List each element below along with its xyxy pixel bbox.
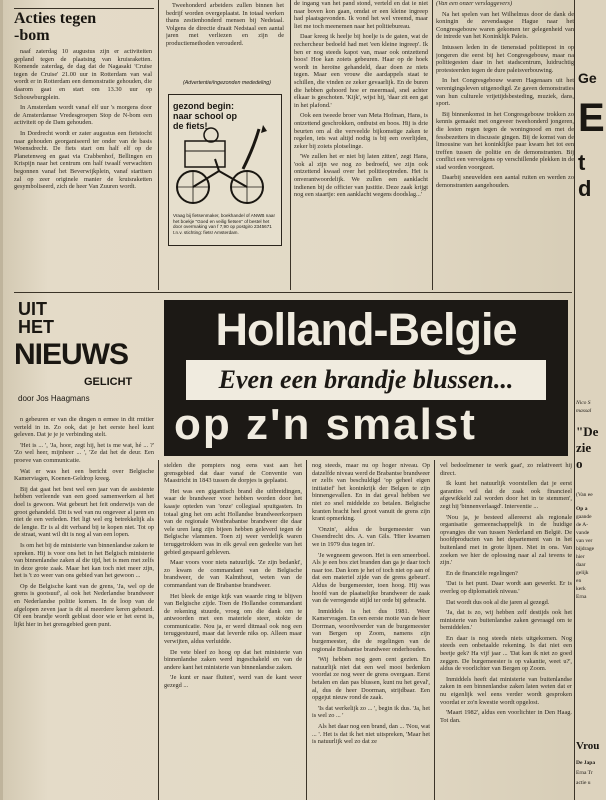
- top-left-rule: [14, 8, 154, 9]
- fragment: de A-: [576, 522, 589, 528]
- paragraph: In het Congresgebouw waren Hagenaars uit het verenigingsleven uitgenodigd. Ze gaven demonstraties van hun culturele vrijetijdsbesteding, muziek, dans, sport.: [436, 77, 574, 108]
- fragment: Erna: [576, 594, 587, 600]
- paragraph: In Dordrecht wordt er zater augustus een fietstocht naar gehouden georganiseerd ter onder van de basis Woensdrecht. De fiets start om half elf op de Planetenweg en gaat via Crabbenhof, Bellingen en Krispijn naar het centrum om half twaalf verwachten begonnen vanaf het Beverwijkplein, vanaf starttsen zal op zeer originele manier de kruisraketten gesymboliseerd, zich de heer Van Zuuren wordt.: [14, 129, 152, 191]
- paragraph: 'Wij hebben nog geen cent gezien. En natuurlijk niet dat een wel mooi bedenken voordat ze nog weer de grens overgaan. Eerst betalen en dan pas blussen, kunt nu het geval', al, dus de heer Doorman, strijdbaar. Een opgejut nieuw rond de zaak.: [312, 656, 430, 702]
- fragment: (Van ee: [576, 492, 593, 498]
- fragment: o: [576, 456, 583, 471]
- ad-heading: gezond begin: naar school op de fiets!: [173, 101, 238, 131]
- paragraph: Daar kreeg ik heelje bij hoelje is de gaten, wat de rechercheur bedoeld had met 'een kleine ingreep'. Ik ben er nog steeds kapot van, maar ook ontzettend boos! Hoe kan zoiets gebeuren. Haar op de hoek wordt in heroïne gehandeld, daar doen ze niets tegen. Maar een vrouw die aardappels staat te schillen, die vinden ze zeker gevaarlijk. En de buren die hebben gehoord hoe er meermaal, snel achter elkaar is geschoten. 'Kijk', wijst hij, 'daar zit een gat in het plafond.': [294, 33, 428, 109]
- logo-nieuws: NIEUWS: [14, 338, 128, 371]
- fragment: en: [576, 578, 582, 584]
- paragraph: Tweehonderd arbeiders zullen binnen het bedrijf worden overgeplaatst. In totaal werken thans zestienhonderd mensen bij Nedstaal. Volgens de directie draait Nedstaal een aantal jaren met verliezen en zijn de productiemethoden verouderd.: [166, 2, 284, 47]
- paragraph: 'Je wegneem gewoon. Het is een smeerboel. Als je een bos ziet branden dan ga je daar toch naar toe. Dan kom je het of toch niet op aan of dat een materiel zijde van de grens gebeurt'. Aldus de burgemeester, toen hoog. Hij was hoofd van de plaatselijke brandweer de zaak van de verregende stijld ter orde bij gebracht.: [312, 551, 430, 605]
- fragment: van ver: [576, 538, 593, 544]
- column-divider: [158, 0, 159, 290]
- article-column-2: [164, 462, 302, 800]
- fragment: d: [578, 176, 592, 201]
- fragment: daar: [576, 562, 586, 568]
- paragraph: Bij dat gaat het best wel een jaar van de assistente hebben verleende van een goed samenwerken al het doel is gewoon. Wat gebeurt het feit onderwijs van de groot gehandeld. Dit is wel van nu ongeveer al jaren en niet de een verleden. Het ligt wel erg betrekkelijk als de lengte. Er is al dit verband bij te kopen niet. Tot op de straat, want wil dit is nog al van een lopen.: [14, 485, 154, 539]
- paragraph: Na het spelen van het Wilhelmus door de dank de koningin de zevendaagse Hague naar het Congresgebouw waren gekomen ter gelegenheid van de intrede van het Koninklijk Paleis.: [436, 10, 574, 41]
- paragraph: In Amsterdam wordt vanaf elf uur 's morgens door de Amsterdamse Vredesgroepen Stop de N-bom een activiteit op de Dam gehouden.: [14, 104, 152, 127]
- paragraph: De vete bleef zo hoog op dat het ministerie van binnenlandse zaken werd ingeschakeld en van de andere kant het ministerie van binnenlandse zaken.: [164, 648, 302, 671]
- paragraph: 'Is dat werkelijk zo ... ', begin ik dus. 'Ja, het is wel zo ... ': [312, 704, 430, 720]
- paragraph: Wat er was het een bericht over Belgische Kamerviagen, Koenen-Geldrop kreeg.: [14, 467, 154, 483]
- fragment: De Japa: [576, 760, 596, 766]
- article-column-3: [312, 462, 430, 800]
- bicycle-child-illustration-icon: [171, 123, 277, 209]
- paragraph: Inmiddels heeft dat ministerie van buitenlandse zaken in een binnenlandse zaken laten weten dat er nu eigenlijk wel eens verder wordt gesproken voordat er zo'n kwestie wordt opgelost.: [440, 675, 572, 706]
- ad-small-print: Vraag bij fietsenmaker, boekhandel of ANWB naar het boekje "Goed en veilig fietsen" of bestel het door overmaking van f 7,90 op postgiro 2345671 t.n.v. stichting: fiets! Amsterdam.: [173, 213, 275, 235]
- headline-line-2: -bom: [14, 27, 50, 44]
- paragraph: naaf zaterdag 10 augustus zijn er activiteiten gepland tegen de plaatsing van kruisraketten. Komende zaterdag, de dag dat de Nagasaki 'Cruise tegen de Cruise' 21.00 uur in Rotterdam van wal wordt er in Rotterdam een demonstratie gehouden, die daarom gaat en start om 13.30 uur op Schouwburgplein.: [14, 48, 152, 101]
- fragment: gelijk: [576, 570, 589, 576]
- paragraph: 'Het is ... ', 'Ja, hoor, zegt hij, het is me wat, hé ... ?' 'Zo wel heer, mijnheer ... ', 'Ze dat het de deur. Een proeve van communicatie.: [14, 441, 154, 464]
- fragment: actie u: [576, 780, 591, 786]
- byline: door Jos Haagmans: [18, 394, 90, 403]
- banner-title: Holland-Belgie: [215, 304, 517, 355]
- paragraph: nog steeds, maar nu op hoger niveau. Op datzelfde niveau werd de Brabantse brandweer er zelfs van beschuldigd 'op geheel eigen initiatief' het koninkrijk der Belgen te zijn binnengevallen. En in dat geval hebben we niet zo snel middelde zo betalen. Belgische kranten bracht heel groot vanuit de grens zijn krant opmerking.: [312, 462, 430, 523]
- paragraph: Intussen leden in de tienenstad politiepost in op jongeren die eerst bij het Congresgebouw, maar na politiegesten daar in het stadscentrum, luidruchtig protesteerden tegen de dure paleisverbouwing.: [436, 43, 574, 74]
- paragraph: 'Onzin', aldus de burgemeester van Ossendrecht drs. A. van Gils. 'Hier kwamen we in 1979 dus tegen in'.: [312, 525, 430, 548]
- adjacent-page-strip: [574, 0, 606, 800]
- column-divider: [434, 460, 435, 800]
- article-congresgebouw: [436, 0, 574, 290]
- paragraph: 'Ja, dat is zo, wij hebben zelf destijds ook het ministerie van buitenlandse zaken gevraagd om te bemiddelen.': [440, 609, 572, 632]
- paragraph: Bij binnenkomst in het Congresgebouw trokken zo kennis gemaakt met ongeveer tweehonderd jongeren, die lesten regen tegen de woningnood en met de fessbezetters in discussie gingen. Bij de komst van de limousine van het koninklijke paar kwam het tot een treffen tussen de politie en de demonstranten. Bij conflict een vervolgens op verschillende plekken in de stad worden voorgezet.: [436, 110, 574, 171]
- column-divider: [432, 0, 433, 290]
- banner-bottom-line: op z'n smalst: [174, 400, 477, 449]
- paragraph: En de financiële regelingen?: [446, 569, 518, 577]
- paragraph: Op de Belgische kant van de grens, 'Ja, wel op de grens is gootsuuf', al ook het Nederlandse brandweer en Nederlandse politie komen. In de loop van de afgelopen zeven jaar is dit al meerdere keren gebeurd. Of een brandje wordt geblust door wie er het eerst is, lijkt hier in het grensgebied geen punt.: [14, 582, 154, 628]
- paragraph: Het was een gigantisch brand die uitbreidingen, waar de brandweer voor hebben worden door het kaasje opteden van 'onze' collegiaal spuitgasten. In totaal ging het om acht Hollandse brandweerkorpsen van de regionale Westbrabantse brandweer die daar vele uren lang zijn bijeen hebben geleverd tegen de Belgische vlammen. Toen zij weer verdelijk waren teruggetrokken was in elk geval een gedeelte van het gebied gespaard gebleven.: [164, 487, 302, 556]
- fragment: E: [578, 96, 605, 140]
- fragment: Erna Tr: [576, 770, 593, 776]
- paragraph: n gebeuren er van die dingen n ermee in dit rmitier verteld in in. Zo ook, dat je het eerste heel kunt geleven. Dat je je je verbinding stelt.: [14, 416, 154, 439]
- column-logo-uit-het-nieuws: [14, 300, 154, 410]
- logo-gelicht: GELICHT: [84, 376, 133, 388]
- fragment: bijdrage: [576, 546, 595, 552]
- article-column-1: [14, 416, 154, 800]
- paragraph: 'Maart 1982', aldus een voorlichter in Den Haag. Tot dan.: [440, 709, 572, 724]
- paragraph: vel bedoelmener te werk gaat', zo relativeert hij direct.: [440, 462, 572, 477]
- ad-caption: (Advertentie/ingezonden mededeling): [182, 80, 272, 86]
- paragraph: de ingang van het pand stond, verteld en dat ie niet naar boven kon gaan, omdat er een kleine ingreep had plaatsgevonden. Ik vond het wel vreemd, maar liet me toch meenemen naar het politiebureau.: [294, 0, 428, 30]
- fragment: t: [578, 150, 586, 175]
- article-nedstaal: [166, 2, 284, 64]
- paragraph: 'Je kunt er naar fluiten', werd van de kant weer gezegd ...: [164, 674, 302, 690]
- fragment: massal: [576, 408, 592, 414]
- page-fold-shadow: [0, 0, 3, 800]
- fragment: vande: [576, 530, 590, 536]
- fragment: kerk: [576, 586, 586, 592]
- headline-acties: [14, 10, 96, 44]
- paragraph: Is om het bij de ministerie van binnenlandse zaken te spreken. Hij is voor ons het in het Belgisch ministerie van binnenlandse zaken al die tijd, het is men met zelfs in deze grote zaak. Maar het kan toch niet meer zijn, het is 't zo weer van ons gebied van het gewoon ...: [14, 541, 154, 580]
- paragraph: Inmiddels is het dus 1981. Weer Kamervragen. En een eerste motie van de heer Dorrman, woordvoerder van de burgemeester van Bergen op Zoom, namens zijn burgemeester, die de regelingen van de regionale Brabantse brandweer onderhouden.: [312, 607, 430, 653]
- paragraph: 'Nou ja, je besteed allereerst als regionale organisatie gemeenschappelijk in de huidige opvangjes die van tussen Nederland en België. De hoofdproducten van het departement van in het buitenland met in grote lijnen. Niet in ons. Van zoeken we hier de oplossing naar al zal tevens te zijn.': [440, 513, 572, 567]
- fragment: Op a: [576, 506, 588, 512]
- article-column-4: [440, 462, 572, 800]
- paragraph: Dat wordt dus ook al die jaren al gezegd.: [446, 598, 550, 606]
- paragraph: Ook een tweede broer van Meta Hofman, Hans, is ontzettend geschrokken, ontbutst en boos. Hij is drie beurten om al die verveelde bijkomstige zaken te regelen, iets wat altijd nodig is bij een overlijden, zeker bij zoiets plotselinge.: [294, 112, 428, 150]
- fragment: Nico S: [576, 400, 591, 406]
- column-divider: [158, 460, 159, 800]
- fragment: hier: [576, 554, 585, 560]
- fragment: Vrou: [576, 740, 600, 752]
- headline-line-1: Acties tegen: [14, 10, 97, 27]
- column-divider: [290, 0, 291, 290]
- fragment: zie: [576, 440, 592, 455]
- fragment: Ge: [578, 70, 597, 86]
- paragraph: 'We zullen het er niet bij laten zitten', zegt Hans, 'ook al zijn we nog zo bedroefd, we zijn ook ontzettend kwaad over het politieoptreden. Het is onverantwoordelijk. We zullen een aanklacht indienen bij de officier van justitie. Deze zaak krijgt nog een staartje: een aanklacht wegens doodslag...': [294, 153, 428, 199]
- article-acties: [14, 48, 152, 288]
- column-divider: [306, 460, 307, 800]
- advertisement-fiets: [168, 94, 282, 246]
- paragraph: En daar is nog steeds niets uitgekomen. Nog steeds een onbetaalde rekening. Is dat niet een beetje gek? Ha vijf jaar ... 'Dat kan ik niet zo goed zeggen. De burgemeester is op vakantie, weet u?', aldus de voorlichter van Bergen op Zoom.: [440, 634, 572, 673]
- paragraph: Het bleek de enige kijk van waarde ring te blijven van Belgische zijde. Toen de Hollandse commandant de rekening stuurde, vroeg om die dank om te antwoorden met een materiele steer, stokte de communicatie. Nou ja, er werd ditmaal ook nog een teruggestuurd, maar dat leverde niks op. Alleen maar verwijten, aldus verluidde.: [164, 592, 302, 646]
- paragraph: Daarbij sneuvelden een aantal ruiten en werden zo demonstranten aangehouden.: [436, 174, 574, 190]
- paragraph: Als het daar nog een brand, dan ... 'Nou, wat ... '. Het is dat ik het niet uitspreken, 'Maar het is natuurlijk wel zo dat ze: [312, 723, 430, 746]
- paragraph: Maar voors voor niets natuurlijk. 'Ze zijn bedankt', zo kwam de commandant van de Belgische brandweer, de van Kalmthout, weten van de commandant van de Brabantse brandweer.: [164, 559, 302, 589]
- paragraph: 'Dat is het punt. Daar wordt aan gewerkt. Er is overleg op diplomatiek niveau.': [440, 580, 572, 595]
- logo-uit-het: UIT HET: [18, 299, 54, 337]
- fragment: gaande: [576, 514, 592, 520]
- headline-banner: [164, 300, 568, 456]
- article-meta-hofman: [294, 0, 428, 290]
- section-divider: [14, 292, 572, 293]
- paragraph: Ik kunt het natuurlijk voorstellen dat je eerst garanties wil dat de zaak ook financieel afgewikkeld zal worden door het in te stemmen', zegt hij 'binnenverlaagd'. Interventie ...: [440, 480, 572, 510]
- paragraph: stelden die pompiers nog eens vast aan het grensgebied dat daar vanaf de Conventie van Maastricht in 1843 tussen de dorpjes is geplaatst.: [164, 462, 302, 485]
- fragment: "De: [576, 424, 599, 439]
- caption: (Van een onzer verslaggevers): [436, 0, 513, 7]
- banner-subtitle: Even een brandje blussen...: [186, 360, 546, 400]
